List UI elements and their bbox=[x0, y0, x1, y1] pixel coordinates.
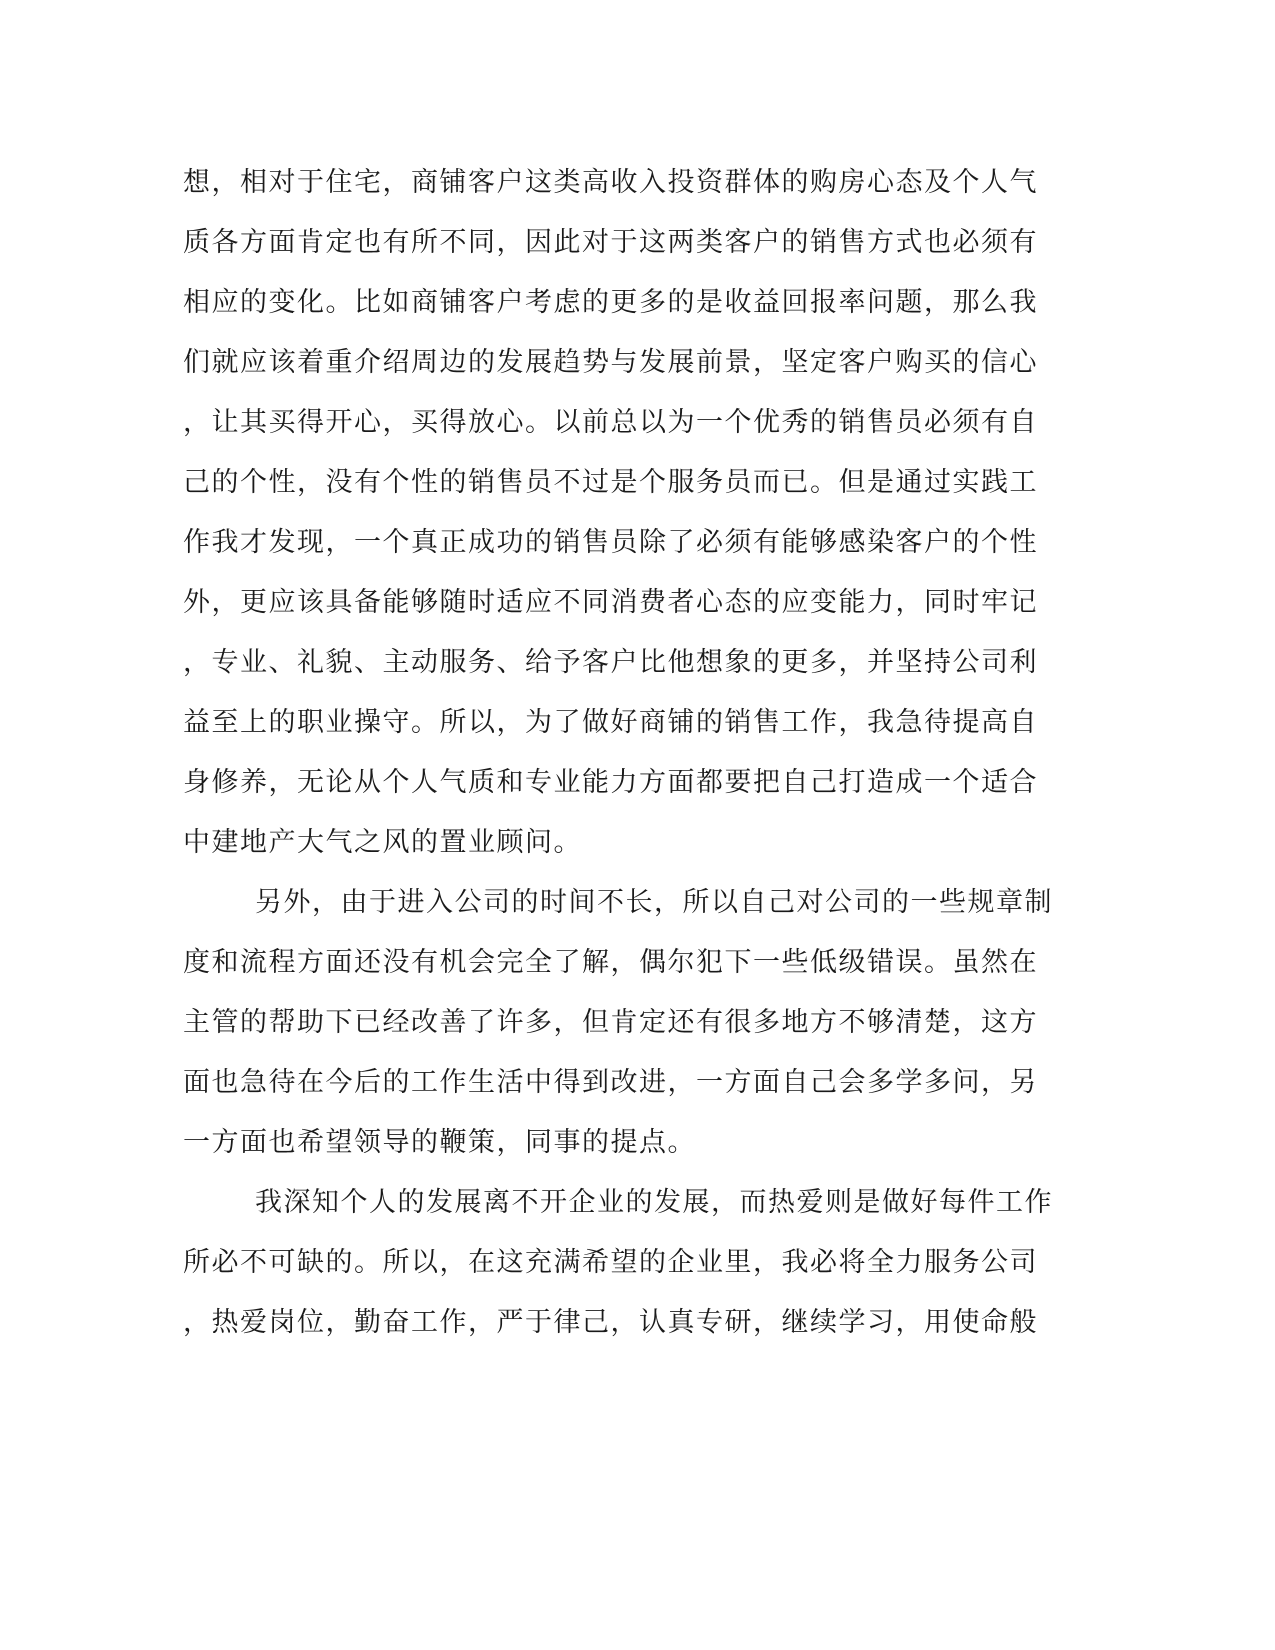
text-line: 相应的变化。比如商铺客户考虑的更多的是收益回报率问题，那么我 bbox=[183, 287, 1038, 318]
text-line: ，专业、礼貌、主动服务、给予客户比他想象的更多，并坚持公司利 bbox=[183, 647, 1038, 678]
text-line: ，热爱岗位，勤奋工作，严于律己，认真专研，继续学习，用使命般 bbox=[183, 1307, 1038, 1338]
paragraph-1 bbox=[183, 153, 1043, 873]
text-line: 外，更应该具备能够随时适应不同消费者心态的应变能力，同时牢记 bbox=[183, 587, 1038, 618]
text-line: 想，相对于住宅，商铺客户这类高收入投资群体的购房心态及个人气 bbox=[183, 167, 1038, 198]
text-line: 所必不可缺的。所以，在这充满希望的企业里，我必将全力服务公司 bbox=[183, 1247, 1038, 1278]
text-line: ，让其买得开心，买得放心。以前总以为一个优秀的销售员必须有自 bbox=[183, 407, 1038, 438]
document-body bbox=[183, 153, 1053, 1353]
text-line: 益至上的职业操守。所以，为了做好商铺的销售工作，我急待提高自 bbox=[183, 707, 1038, 738]
text-line: 作我才发现，一个真正成功的销售员除了必须有能够感染客户的个性 bbox=[183, 527, 1038, 558]
text-line: 身修养，无论从个人气质和专业能力方面都要把自己打造成一个适合 bbox=[183, 767, 1038, 798]
text-line-indented: 我深知个人的发展离不开企业的发展，而热爱则是做好每件工作 bbox=[255, 1187, 1053, 1218]
paragraph-3 bbox=[183, 1173, 1053, 1353]
text-line: 质各方面肯定也有所不同，因此对于这两类客户的销售方式也必须有 bbox=[183, 227, 1038, 258]
text-line: 一方面也希望领导的鞭策，同事的提点。 bbox=[183, 1127, 696, 1158]
text-line: 己的个性，没有个性的销售员不过是个服务员而已。但是通过实践工 bbox=[183, 467, 1038, 498]
text-line: 主管的帮助下已经改善了许多，但肯定还有很多地方不够清楚，这方 bbox=[183, 1007, 1038, 1038]
text-line: 面也急待在今后的工作生活中得到改进，一方面自己会多学多问，另 bbox=[183, 1067, 1038, 1098]
text-line: 中建地产大气之风的置业顾问。 bbox=[183, 827, 582, 858]
paragraph-2 bbox=[183, 873, 1053, 1173]
text-line: 度和流程方面还没有机会完全了解，偶尔犯下一些低级错误。虽然在 bbox=[183, 947, 1038, 978]
text-line: 们就应该着重介绍周边的发展趋势与发展前景，坚定客户购买的信心 bbox=[183, 347, 1038, 378]
text-line-indented: 另外，由于进入公司的时间不长，所以自己对公司的一些规章制 bbox=[255, 887, 1053, 918]
